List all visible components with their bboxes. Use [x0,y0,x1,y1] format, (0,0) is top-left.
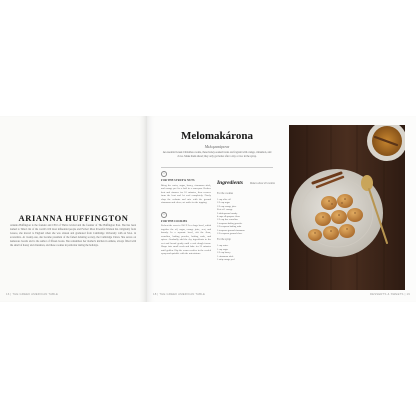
author-name: ARIANNA HUFFINGTON [18,213,129,223]
ingredient-item: 1/2 teaspoon ground clove [217,232,243,236]
ingredient-item: 1 strip orange peel [217,258,235,262]
ingredient-item: 1/2 cup orange juice [217,204,237,208]
ingredient-item: 1/2 teaspoon baking soda [217,225,242,229]
method-column [161,171,211,263]
method-step [161,171,211,205]
ingredient-item: 1/2 cup sugar [217,201,230,205]
ingredient-list [217,198,277,235]
ingredient-item: 4 cups all-purpose flour [217,215,240,219]
divider [161,167,273,168]
ingredient-item: 1 cinnamon stick [217,254,234,258]
step-text: Preheat the oven to 350°F. In a large bowl, whisk together the oil, sugar, orange juice, zest, and brandy. In a separate bowl, sift the flour, semolina, baking powder, baking soda, and spices. Gradually add the dry ingredients to the wet and knead gently until a soft dough forms. Shape into small ovals and bake for 25 minutes until golden. Dip the warm cookies in the cooled syrup and sprinkle with the nut mixture. [161,224,211,255]
ingredient-item: 1 teaspoon ground cinnamon [217,228,245,232]
recipe-title: Melomakárona [181,130,253,142]
ingredient-item: 1 cup water [217,244,229,248]
ingredient-item: 1/2 cup fine semolina [217,218,238,222]
ingredient-item: 1 cup sugar [217,247,229,251]
ingredient-item: Zest of 1 orange [217,208,233,212]
ingredient-item: 2 tablespoons brandy [217,211,238,215]
left-page-folio: 16 | THE GREEK AMERICAN TABLE [6,292,59,296]
step-number: 2 [161,212,167,218]
cookies-photo-illustration [289,125,405,290]
right-page-folio-left: 18 | THE GREEK AMERICAN TABLE [153,292,206,296]
ingredient-group-title: For the syrup [217,238,231,242]
ingredients-yield: Makes about 40 cookies [249,182,275,185]
recipe-subtitle: Μελομακάρονα [204,144,230,149]
ingredient-item: 1 teaspoon baking powder [217,221,243,225]
method-step [161,212,211,256]
right-page-folio-right: DESSERTS & SWEETS | 19 [369,292,410,296]
recipe-intro: An essential Greek Christmas cookie, these honey-soaked treats are fragrant with orange, cinnamon, and clove. Make them ahead; they only get better after a day or two in the syrup. [162,151,272,158]
step-heading: FOR THE COOKIES [161,219,188,223]
ingredients-title: Ingredients [217,180,243,186]
recipe-photo [289,125,405,290]
step-text: Bring the water, sugar, honey, cinnamon stick, and orange peel to a boil in a saucepan. Reduce heat and simmer for 10 minutes, then remove from the heat and let cool completely. Finely chop the walnuts and mix with the ground cinnamon and clove; set aside for the topping. [161,183,211,204]
step-number: 1 [161,171,167,177]
author-bio: Arianna Huffington is the founder and CEO of Thrive Global and the founder of The Huffington Post. She has been named to Time's list of the world's 100 most influential people and Forbes' Most Powerful Women list. Originally from Greece, she moved to England when she was sixteen and graduated from Cambridge University with an M.A. in economics. At twenty-one, she became president of the famed debating society, the Cambridge Union. She serves on numerous boards and is the author of fifteen books. She remembers her mother's kitchen in Athens, always filled with the smell of honey and cinnamon, and these cookies in particular during the holidays. [10,224,136,247]
ingredients-column [217,171,277,262]
step-heading: FOR THE SYRUP & NUTS [161,179,195,182]
ingredient-item: 1 cup olive oil [217,198,231,201]
left-page [0,116,147,302]
ingredient-item: 1/2 cup honey [217,251,231,255]
ingredient-list [217,244,277,261]
ingredient-group-title: For the cookies [217,192,233,195]
